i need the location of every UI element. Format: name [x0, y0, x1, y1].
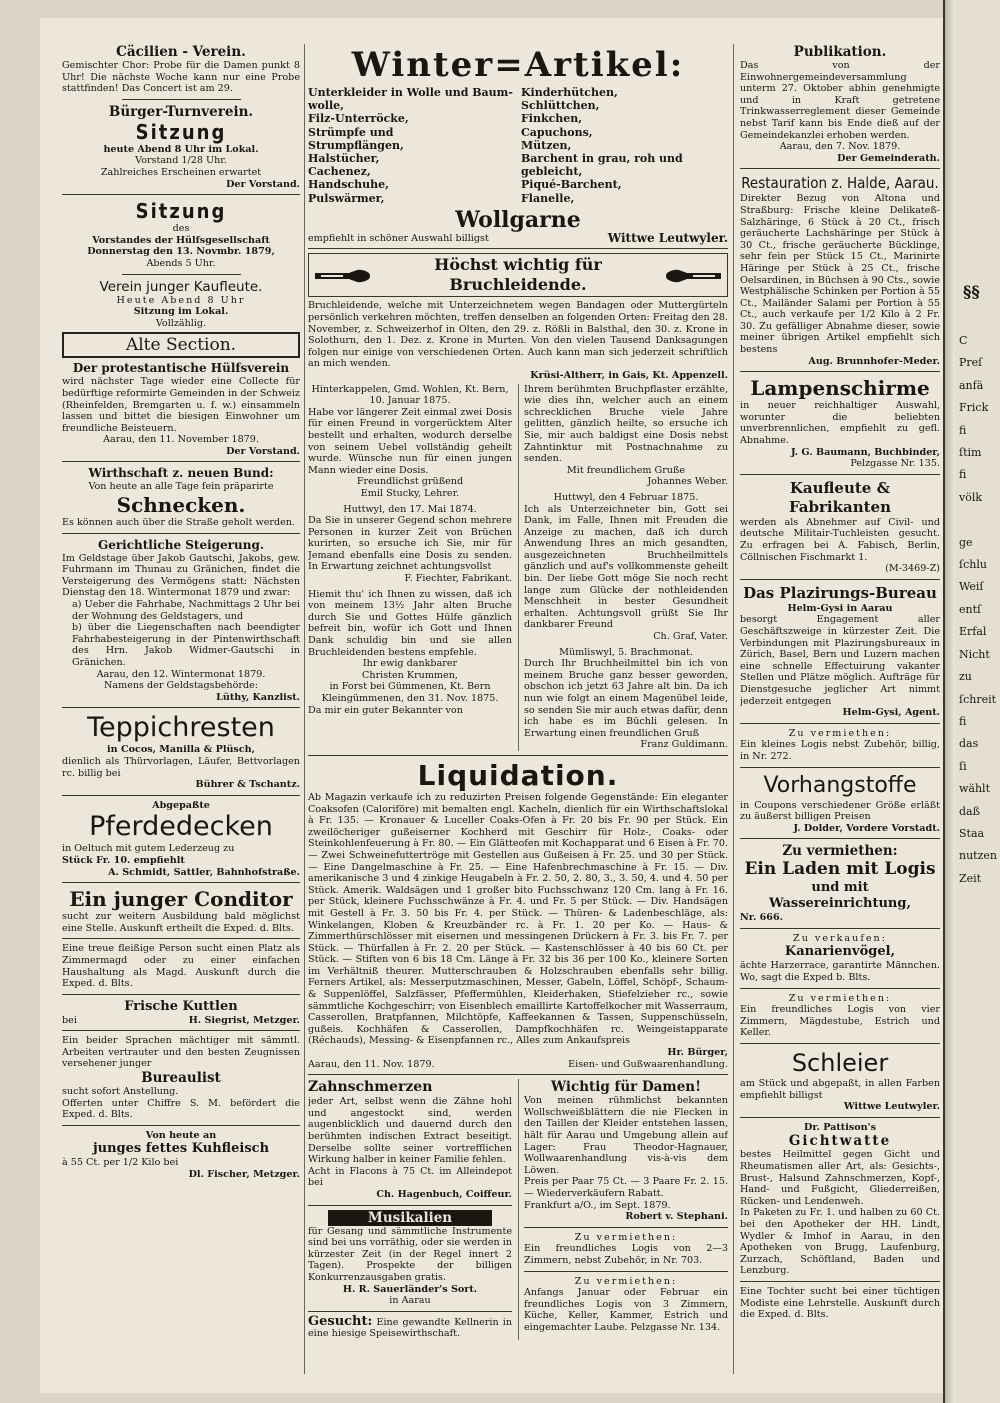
- letter-text: Da Sie in unserer Gegend schon mehrere Personen in kurzer Zeit von Brüchen kurirten, so ersuche ich Sie, mir für Jemand ebenfalls eine Dosis zu senden. In Erwartung zeichnet achtungsvollst: [308, 515, 512, 573]
- divider: [308, 755, 728, 756]
- ad-buerger-turnverein: [62, 104, 300, 190]
- adjacent-text-line: ge: [959, 535, 973, 549]
- ad-teppichresten: [62, 712, 300, 790]
- ad-text: Vorstand 1/28 Uhr.: [135, 155, 227, 167]
- ad-title: Ein junger Conditor: [69, 887, 293, 912]
- ad-signature: Hr. Bürger,: [667, 1047, 728, 1059]
- ad-text: Nr. 666.: [740, 912, 783, 924]
- divider: [308, 1311, 512, 1312]
- ad-text: Preis per Paar 75 Ct. — 3 Paare Fr. 2. 15. — Wiederverkäufern Rabatt.: [524, 1176, 728, 1199]
- ad-kaufleute-verein: [62, 279, 300, 330]
- ad-text: heute Abend 8 Uhr im Lokal.: [103, 143, 259, 155]
- ad-signature: A. Schmidt, Sattler, Bahnhofstraße.: [108, 866, 300, 878]
- ad-signature: Wittwe Leutwyler.: [843, 1101, 940, 1113]
- ad-title: Das Plazirungs-Bureau: [743, 583, 937, 602]
- adjacent-text-line: Weiſ: [959, 580, 984, 594]
- winter-item: Barchent in grau, roh und gebleicht,: [521, 152, 683, 179]
- ad-kaufleute-fabrikanten: [740, 479, 940, 575]
- winter-item: Flanelle,: [521, 191, 575, 205]
- ad-zahnschmerzen: [308, 1079, 512, 1200]
- column-center: [308, 44, 728, 1340]
- bottom-ads-right: [518, 1079, 728, 1340]
- letter-heading: Kleingümmenen, den 31. Nov. 1875.: [321, 693, 499, 705]
- ad-title: Bürger-Turnverein.: [108, 103, 254, 120]
- ad-bruchleidende: [308, 253, 728, 751]
- ad-text: Direkter Bezug von Altona und Straßburg: Frische kleine Delikateß-Salzhäringe, 6 Stück à 20 Ct., frisch geräucherte Lachshäringe per Stück à 30 Ct., frische geräucherte Bücklinge, sehr fein per Stück 15 Ct., Marinirte Häringe per Stück à 25 Ct., frische Oelsardinen, in Büchsen à 90 Cts., sowie Westphälische Schinken per Portion à 55 Ct., Mailänder Salami per Portion à 55 Ct., auch verkaufe per 1/2 Kilo à 2 Fr. 30. Zu gefälliger Abnahme dieser, sowie meiner übrigen Artikel empfiehlt sich bestens: [740, 193, 940, 356]
- ad-signature: Lüthy, Kanzlist.: [216, 691, 300, 703]
- ad-text: Ab Magazin verkaufe ich zu reduzirten Preisen folgende Gegenstände: Ein eleganter Coaksofen (Caloriföre) mit bemalten engl. Kacheln, dienlich für ein Wirthschaftslokal à Fr. 135. — Kronauer & Luceller Coaks-Ofen à Fr. 20 bis Fr. 90 per Stück. Ein zweilöcheriger gußeiserner Kochherd mit Geschirr für Holz-, Coaks- oder Steinkohlenfeuerung à Fr. 80. — Ein Glätteofen mit Kochapparat und 6 Eisen à Fr. 70. — Zwei Schweinefuttertröge mit Gestellen aus Gußeisen à Fr. 25. und 30 per Stück. — Eine Dangelmaschine à Fr. 25. — Eine Hafenbrechmaschine à Fr. 15. — Div. amerikanische 3 und 4 zinkige Heugabeln à Fr. 2. 50, 2. 80, 3., 3. 50, 4. und 4. 50 per Stück. Amerik. Waldsägen und 1 großer bito Fuchsschwanz 120 Cm. lang à Fr. 16. per Stück, kleinere Fuchsschwänze à Fr. 4. und Fr. 5 per Stück. — Div. Handsägen mit Gestell à Fr. 3. 50 bis Fr. 4. per Stück. — Thüren- & Ladenbeschläge, als: Winkelangen, Kloben & Kreuzbänder rc. à Fr. 1. 20 per Ko. — Haus- & Zimmerthürschlösser mit eisernen und messingenen Drückern à Fr. 3. bis Fr. 7. per Stück. — Thürfallen à Fr. 2. 20 per Stück. — Kastenschlösser à 40 bis 60 Ct. per Stück. — Stiften von 6 bis 18 Cm. Länge à Fr. 32 bis 36 per 100 Ko., kleinere Sorten im Verhältniß theurer. Mutterschrauben & Holzschrauben ebenfalls sehr billig. Ferners Artikel, als: Messerputzmaschinen, Messer, Gabeln, Löffel, Schöpf-, Schaum- & Suppenlöffel, Salzfässer, Pfeffermühlen, Kleiderhaken, Stiefelzieher rc., sowie sämmtliche Kochgeschirr; von Eisenblech emaillirte Kartoffelkocher mit Wasserraum, Casserollen, Bratpfannen, Milchtöpfe, Kaffeekannen & Tassen, Suppenschüsseln, gußeis. Kochhäfen & Casserollen, Dampfkochhäfen rc. Weingeistapparate (Réchauds), Messing- & Eisenpfannen rc., Alles zum Ankaufspreis: [308, 791, 728, 1047]
- divider: [62, 194, 300, 195]
- letter-text: Durch Ihr Bruchheilmittel bin ich von meinem Bruche ganz besser geworden, obschon ich jetzt 63 Jahre alt bin. Da ich nun wie folgt an einem Magenübel leide, so senden Sie mir auch etwas dafür, denn ich habe es im Büchli gelesen. In Erwartung einen freundlichen Gruß: [524, 658, 728, 739]
- divider: [62, 707, 300, 708]
- ad-title: Zu vermiethen:: [788, 727, 892, 739]
- ad-vermiethen-logis: [740, 993, 940, 1039]
- ad-text: Im Geldstage über Jakob Gautschi, Jakobs, gew. Fuhrmann im Thunau zu Gränichen, findet die Versteigerung des Vermögens statt: Nächsten Dienstag den 18. Wintermonat 1879 und zwar:: [62, 552, 300, 599]
- ad-title: Cäcilien - Verein.: [116, 44, 246, 60]
- divider: [740, 371, 940, 372]
- ad-huelfsgesellschaft: [62, 199, 300, 269]
- ad-title: Gerichtliche Steigerung.: [97, 537, 265, 552]
- adjacent-text-line: anfä: [959, 378, 984, 392]
- divider: [62, 1125, 300, 1126]
- ad-pferdedecken: [62, 800, 300, 878]
- divider: [740, 767, 940, 768]
- ad-text: des: [172, 223, 190, 235]
- ad-restauration: [740, 173, 940, 367]
- ad-text: Bruchleidende, welche mit Unterzeichnetem wegen Bandagen oder Muttergürteln persönlich verkehren möchten, treffen denselben an folgenden Orten: Freitag den 28. November, z. Schweizerhof in Olten, den 29. z. Rößli in Balsthal, den 30. z. Krone in Solothurn, den 1. Dez. z. Krone in Murten. Von den vielen Tausend Danksagungen folgen nur einige von verschiedenen Orten. Auch kann man sich jederzeit schriftlich an mich wenden.: [308, 300, 728, 370]
- ad-text: sucht zur weitern Ausbildung bald möglichst eine Stelle. Auskunft ertheilt die Exped. d. Blts.: [62, 911, 300, 934]
- ad-text: für Gesang und sämmtliche Instrumente sind bei uns vorräthig, oder sie werden in kürzester Zeit (in der Regel innert 2 Tagen). Prospekte der billigen Konkurrenzausgaben gratis.: [308, 1225, 512, 1283]
- letter-signature: Johannes Weber.: [647, 476, 728, 488]
- ad-musikalien: [308, 1210, 512, 1307]
- winter-item: wolle,: [308, 99, 344, 113]
- ad-date: Aarau, den 7. Nov. 1879.: [779, 141, 901, 153]
- letter-signature: in Forst bei Gümmenen, Kt. Bern: [329, 681, 491, 693]
- adjacent-text-line: daß: [959, 804, 980, 818]
- item-list-left: [308, 86, 515, 205]
- ad-title: Gichtwatte: [788, 1133, 892, 1150]
- winter-item: Handschuhe,: [308, 178, 389, 192]
- pointing-hand-icon: [313, 265, 373, 286]
- ad-vermiethen-272: [740, 728, 940, 763]
- letter-text: Hiemit thu' ich Ihnen zu wissen, daß ich von meinem 13½ Jahr alten Bruche durch Sie und Gottes Hülfe gänzlich befreit bin, wofür ich Gott und Ihnen Dank schuldig bin und sie allen Bruchleidenden bestens empfehle.: [308, 588, 512, 658]
- letter-heading: Huttwyl, den 4 Februar 1875.: [553, 491, 699, 503]
- ad-text: bestes Heilmittel gegen Gicht und Rheumatismen aller Art, als: Gesichts-, Brust-, Halsund Zahnschmerzen, Kopf-, Hand- und Fußgicht, Gliederreißen, Rücken- und Lendenweh.: [740, 1149, 940, 1207]
- ad-text: werden als Abnehmer auf Civil- und deutsche Militair-Tuchleisten gesucht. Zu erfragen bei A. Fabisch, Berlin, Cöllnischen Fischmarkt 1.: [740, 516, 940, 563]
- adjacent-text-line: fi: [959, 714, 967, 728]
- ad-text: Eine Tochter sucht bei einer tüchtigen Modiste eine Lehrstelle. Auskunft durch die Exped. d. Blts.: [740, 1285, 940, 1321]
- adjacent-text-fragments: [959, 330, 997, 890]
- divider: [62, 533, 300, 534]
- ad-title: Liquidation.: [417, 758, 619, 792]
- ad-text: à 55 Ct. per 1/2 Kilo bei: [62, 1157, 179, 1169]
- ad-signature: J. G. Baumann, Buchbinder,: [790, 446, 940, 458]
- ad-title: Frische Kuttlen: [124, 998, 238, 1014]
- divider: [122, 99, 241, 100]
- winter-item: Pulswärmer,: [308, 191, 385, 205]
- ad-signature: Ch. Hagenbuch, Coiffeur.: [376, 1188, 512, 1200]
- divider: [740, 1117, 940, 1118]
- column-right: [740, 44, 940, 1321]
- ad-title: Teppichresten: [87, 712, 275, 744]
- divider: [740, 988, 940, 989]
- divider: [740, 928, 940, 929]
- ad-text: (M-3469-Z): [885, 563, 940, 575]
- ad-protestant-huelfsverein: [62, 361, 300, 457]
- ad-text: Anfangs Januar oder Februar ein freundliches Logis von 3 Zimmern, Küche, Keller, Kammer, Estrich und eingemachter Laube. Pelzgasse Nr. 134.: [524, 1287, 728, 1333]
- ad-text: Stück Fr. 10. empfiehlt: [62, 854, 185, 866]
- ad-text: dienlich als Thürvorlagen, Läufer, Bettvorlagen rc. billig bei: [62, 755, 300, 779]
- adjacent-text-line: ſchreit: [959, 692, 997, 706]
- ad-text: In Paketen zu Fr. 1. und halben zu 60 Ct. bei den Apotheker der HH. Lindt, Wydler & Imhof in Aarau, in den Apotheken von Brugg, Laufenburg, Zurzach, Schöftland, Baden und Lenzburg.: [740, 1207, 940, 1277]
- adjacent-text-line: Erfal: [959, 625, 987, 639]
- ad-liquidation: [308, 760, 728, 1070]
- ad-signature: Der Gemeinderath.: [837, 152, 940, 164]
- divider: [740, 168, 940, 169]
- ad-text: Von meinen rühmlichst bekannten Wollschweißblättern die nie Flecken in den Taillen der Kleider entstehen lassen, hält für Aarau und Umgebung allein auf Lager: Frau Theodor-Hagnauer, Wollwaarenhandlung vis-à-vis dem Löwen.: [524, 1095, 728, 1176]
- adjacent-text-line: zu: [959, 670, 972, 684]
- adjacent-text-line: Nicht: [959, 647, 990, 661]
- bottom-ads: [308, 1079, 728, 1340]
- divider: [308, 1205, 512, 1206]
- ad-title: Der protestantische Hülfsverein: [72, 361, 290, 376]
- ad-gesucht: [308, 1313, 512, 1340]
- ad-text: Das von der Einwohnergemeindeversammlung unterm 27. Oktober abhin genehmigte und in Kraft getretene Trinkwasserreglement dieser Gemeinde nebst Tarif kann bis Ende dieß auf der Gemeindekanzlei erhoben werden.: [740, 60, 940, 141]
- ad-signature: Robert v. Stephani.: [625, 1211, 728, 1223]
- divider: [740, 723, 940, 724]
- ad-kuttlen: [62, 999, 300, 1027]
- adjacent-text-line: [959, 509, 997, 531]
- letter-heading: Huttwyl, den 17. Mai 1874.: [343, 503, 477, 515]
- divider: [524, 1271, 728, 1272]
- letter-text: Mit freundlichem Gruße: [566, 464, 686, 476]
- ad-caecilien: [62, 44, 300, 95]
- winter-item: Strumpflängen,: [308, 138, 404, 152]
- ad-signature: Helm-Gysi, Agent.: [842, 707, 940, 719]
- page-fold: [943, 0, 955, 1403]
- ad-text: Offerten unter Chiffre S. M. befördert die Exped. d. Blts.: [62, 1097, 300, 1121]
- ad-heading: Sitzung: [135, 199, 227, 224]
- ad-text: a) Ueber die Fahrhabe, Nachmittags 2 Uhr bei der Wohnung des Geldstagers, und: [72, 599, 300, 622]
- ad-title: Vorhangstoffe: [763, 772, 917, 798]
- testimonials-left: [308, 384, 512, 751]
- ad-title: Kaufleute & Fabrikanten: [788, 478, 892, 516]
- ad-text: Eine gewandte Kellnerin in eine hiesige Speisewirthschaft.: [308, 1316, 512, 1340]
- ad-title: Wichtig für Damen!: [550, 1079, 702, 1096]
- ad-vorhangstoffe: [740, 772, 940, 835]
- ad-text: Abgepaßte: [152, 799, 210, 811]
- adjacent-text-line: Frick: [959, 401, 989, 415]
- ad-text: b) über die Liegenschaften nach beendigter Fahrhabesteigerung in der Pintenwirthschaft des Hrn. Jakob Widmer-Gautschi in Gränichen.: [72, 622, 300, 668]
- winter-item: Filz-Unterröcke,: [308, 112, 409, 126]
- ad-title: Bureaulist: [141, 1070, 221, 1087]
- adjacent-page-edge: [943, 0, 1000, 1403]
- divider: [62, 461, 300, 462]
- ad-text: Ein beider Sprachen mächtiger mit sämmtl. Arbeiten vertrauter und den besten Zeugnissen versehener junger: [62, 1035, 300, 1070]
- ad-heading: Wollgarne: [455, 206, 581, 233]
- ad-bureaulist: [62, 1035, 300, 1121]
- ad-signature: Der Vorstand.: [226, 445, 300, 457]
- ad-signature: Der Vorstand.: [226, 178, 300, 190]
- adjacent-text-line: ſi: [959, 759, 967, 773]
- ad-text: Heute Abend 8 Uhr: [116, 294, 246, 306]
- adjacent-text-line: das: [959, 737, 979, 751]
- ad-text: Donnerstag den 13. Novmbr. 1879,: [87, 246, 275, 258]
- ad-text: Ein kleines Logis nebst Zubehör, billig, in Nr. 272.: [740, 739, 940, 762]
- ad-title: Zu vermiethen:: [574, 1231, 678, 1243]
- ad-text: in Oeltuch mit gutem Lederzeug zu: [62, 843, 235, 855]
- ad-title: Höchst wichtig für Bruchleidende.: [434, 255, 602, 295]
- ad-steigerung: [62, 538, 300, 704]
- divider: [62, 882, 300, 883]
- divider: [740, 838, 940, 839]
- ad-conditor: [62, 887, 300, 934]
- column-rule: [304, 44, 305, 1374]
- ad-title: Lampenschirme: [750, 376, 930, 401]
- ad-text: Es können auch über die Straße geholt werden.: [62, 517, 296, 529]
- ad-heading: und mit Wassereinrichtung,: [769, 880, 911, 912]
- letter-text: Habe vor längerer Zeit einmal zwei Dosis für einen Freund in vorgerücktem Alter bestellt und erhalten, wodurch derselbe von seinem Uebel vollständig geheilt wurde. Wünsche nun für einen jungen Mann wieder eine Dosis.: [308, 406, 512, 476]
- ad-text: Abends 5 Uhr.: [146, 257, 216, 269]
- ad-heading: Ein Laden mit Logis: [744, 859, 936, 880]
- divider: [62, 938, 300, 939]
- ad-text: in neuer reichhaltiger Auswahl, worunter die beliebten unverbrennlichen, empfiehlt zu gefl. Abnahme.: [740, 400, 940, 447]
- adjacent-text-line: ſchlu: [959, 558, 987, 572]
- ad-signature: Eisen- und Gußwaarenhandlung.: [568, 1058, 728, 1070]
- ad-heading: Kanarienvögel,: [784, 944, 896, 960]
- ad-signature: Aug. Brunnhofer-Meder.: [808, 355, 940, 367]
- section-mark: §§: [963, 282, 980, 301]
- letter-signature: Emil Stucky, Lehrer.: [360, 487, 460, 499]
- divider: [740, 579, 940, 580]
- winter-item: Kinderhütchen,: [521, 86, 618, 99]
- letter-signature: Franz Guldimann.: [640, 739, 728, 751]
- ad-text: in Cocos, Manilla & Plüsch,: [106, 744, 255, 756]
- adjacent-text-line: Staa: [959, 826, 985, 840]
- ad-text: empfiehlt in schöner Auswahl billigst: [308, 232, 489, 244]
- letter-signature: Ch. Graf, Vater.: [653, 631, 728, 643]
- adjacent-text-line: C: [959, 334, 968, 347]
- divider: [62, 1030, 300, 1031]
- divider: [308, 248, 728, 249]
- ad-text: besorgt Engagement aller Geschäftszweige in kürzester Zeit. Die Verbindungen mit Plazirungsbureaux in Zürich, Basel, Bern und Luzern machen eine schnelle Effectuirung vakanter Stellen und Plätze möglich. Aufträge für Dienstgesuche jeglicher Art nimmt jederzeit entgegen: [740, 614, 940, 707]
- newspaper-page: [40, 18, 945, 1393]
- ad-text: am Stück und abgepaßt, in allen Farben empfiehlt billigst: [740, 1078, 940, 1101]
- divider: [740, 1043, 940, 1044]
- ad-date: Frankfurt a/O., im Sept. 1879.: [524, 1199, 671, 1211]
- divider: [524, 1227, 728, 1228]
- ad-vermiethen-134: [524, 1276, 728, 1334]
- ad-text: ächte Harzerrace, garantirte Männchen. Wo, sagt die Exped b. Blts.: [740, 960, 940, 984]
- item-list-right: [521, 86, 728, 205]
- winter-item: Strümpfe und: [308, 125, 394, 139]
- ad-text: Vorstandes der Hülfsgesellschaft: [92, 234, 270, 246]
- ad-signature: Wittwe Leutwyler.: [607, 230, 728, 245]
- column-rule: [733, 44, 734, 1374]
- ad-heading: Schnecken.: [116, 493, 246, 518]
- ad-text: Ein freundliches Logis von vier Zimmern, Mägdestube, Estrich und Keller.: [740, 1004, 940, 1039]
- ad-text: Dr. Pattison's: [804, 1121, 876, 1133]
- ad-heading: Sitzung: [135, 119, 227, 144]
- ad-date: Aarau, den 11. Nov. 1879.: [308, 1058, 435, 1070]
- ad-title: Verein junger Kaufleute.: [99, 278, 263, 295]
- ad-title: Restauration z. Halde, Aarau.: [741, 174, 939, 193]
- winter-item: Finkchen,: [521, 112, 583, 126]
- testimonials-right: [518, 384, 728, 751]
- ad-title-banner: [308, 253, 728, 297]
- adjacent-text-line: völk: [959, 490, 983, 504]
- ad-vermiethen-703: [524, 1232, 728, 1267]
- ad-text: Gemischter Chor: Probe für die Damen punkt 8 Uhr! Die nächste Woche kann nur eine Probe stattfinden! Das Concert ist am 29.: [62, 60, 300, 95]
- divider: [62, 994, 300, 995]
- ad-title: Zu vermiethen:: [574, 1275, 678, 1287]
- ad-signature: Bührer & Tschantz.: [195, 779, 300, 791]
- ad-date: Aarau, den 12. Wintermonat 1879.: [96, 668, 266, 680]
- ad-text: Zahlreiches Erscheinen erwartet: [100, 166, 262, 178]
- ad-title: junges fettes Kuhfleisch: [92, 1141, 270, 1157]
- ad-title: Pferdedecken: [89, 811, 273, 843]
- pointing-hand-icon: [663, 265, 723, 286]
- ad-signature: Dl. Fischer, Metzger.: [188, 1169, 300, 1181]
- ad-winter-artikel: [308, 44, 728, 244]
- ad-kuhfleisch: [62, 1130, 300, 1181]
- ad-laden: [740, 843, 940, 924]
- ad-damen: [524, 1079, 728, 1223]
- adjacent-text-line: entſ: [959, 602, 982, 616]
- divider: [62, 795, 300, 796]
- ad-text: bei: [62, 1014, 77, 1026]
- letter-heading: Mümliswyl, 5. Brachmonat.: [559, 646, 693, 658]
- ad-date: Aarau, den 11. November 1879.: [103, 434, 259, 446]
- letter-signature: F. Fiechter, Fabrikant.: [404, 573, 512, 585]
- ad-text: Sitzung im Lokal.: [133, 306, 229, 318]
- ad-title: Alte Section.: [125, 335, 237, 356]
- ad-text: jeder Art, selbst wenn die Zähne hohl und angestockt sind, werden augenblicklich und dauernd durch den berühmten indischen Extract beseitigt. Derselbe sollte seiner vortrefflichen Wirkung halber in keiner Familie fehlen.: [308, 1096, 512, 1166]
- divider: [122, 274, 241, 275]
- adjacent-text-line: fi: [959, 423, 967, 437]
- letter-text: Ihr ewig dankbarer: [362, 658, 458, 670]
- ad-text: Pelzgasse Nr. 135.: [850, 458, 940, 470]
- winter-item: Halstücher,: [308, 152, 380, 166]
- ad-title: Zu vermiethen:: [782, 843, 898, 860]
- adjacent-text-line: wählt: [959, 782, 990, 796]
- bottom-ads-left: [308, 1079, 512, 1340]
- ad-wirthschaft: [62, 466, 300, 528]
- ad-signature: H. R. Sauerländer's Sort.: [342, 1283, 478, 1295]
- ad-signature: Krüsi-Altherr, in Gais, Kt. Appenzell.: [530, 369, 728, 381]
- winter-item: Schlüttchen,: [521, 99, 600, 113]
- ad-text: Acht in Flacons à 75 Ct. im Alleindepot bei: [308, 1165, 512, 1189]
- ad-signature: H. Siegrist, Metzger.: [188, 1014, 300, 1026]
- ad-text: Vollzählig.: [155, 317, 207, 329]
- adjacent-text-line: fi: [959, 468, 967, 482]
- ad-text: in Coupons verschiedener Größe erläßt zu äußerst billigen Preisen: [740, 799, 940, 823]
- divider: [308, 1074, 728, 1075]
- column-left: [62, 44, 300, 1181]
- letter-heading: Hinterkappelen, Gmd. Wohlen, Kt. Bern, 10. Januar 1875.: [311, 383, 509, 407]
- winter-item: Mützen,: [521, 138, 572, 152]
- ad-signature: J. Dolder, Vordere Vorstadt.: [793, 822, 940, 834]
- ad-text: Von heute an alle Tage fein präparirte: [88, 481, 274, 493]
- letter-text: Freundlichst grüßend: [356, 476, 464, 488]
- ad-person: [62, 943, 300, 989]
- ad-title: Gesucht:: [308, 1313, 373, 1329]
- ad-title: Zu vermiethen:: [788, 992, 892, 1004]
- adjacent-text-line: nutzen: [959, 849, 997, 863]
- ad-gichtwatte: [740, 1122, 940, 1277]
- ad-text: sucht sofort Anstellung.: [62, 1086, 179, 1098]
- adjacent-text-line: Zeit: [959, 871, 982, 885]
- ad-text: Namens der Geldstagsbehörde:: [103, 680, 259, 692]
- adjacent-text-line: Preſ: [959, 356, 983, 370]
- ad-lampenschirme: [740, 376, 940, 470]
- ad-title: Wirthschaft z. neuen Bund:: [88, 466, 274, 481]
- letter-text: Ich als Unterzeichneter bin, Gott sei Dank, im Falle, Ihnen mit Freuden die Anzeige zu machen, daß ich durch Anwendung Ihres an mich gesandten, ausgezeichneten Bruchheilmittels gänzlich und auf's vollkommenste geheilt bin. Der liebe Gott möge Sie noch recht lange zum Glücke der nothleidenden Menschheit in bester Gesundheit erhalten. Achtungsvoll grüßt Sie Ihr dankbarer Freund: [524, 503, 728, 631]
- ad-modiste: [740, 1286, 940, 1321]
- divider: [740, 474, 940, 475]
- ad-title: Publikation.: [793, 44, 887, 60]
- ad-text: wird nächster Tage wieder eine Collecte für bedürftige reformirte Gemeinden in der Schweiz (Rheinfelden, Bremgarten u. f. w.) einsammeln lassen und bittet die biesigen Einwohner um freundliche Beisteuern.: [62, 376, 300, 434]
- ad-text: Ein freundliches Logis von 2—3 Zimmern, nebst Zubehör, in Nr. 703.: [524, 1243, 728, 1266]
- ad-title: Zu verkaufen:: [793, 932, 887, 944]
- letter-signature: Christen Krummen,: [362, 669, 458, 681]
- ad-title: Zahnschmerzen: [308, 1079, 433, 1096]
- ad-schleier: [740, 1048, 940, 1113]
- ad-text: in Aarau: [389, 1295, 431, 1307]
- letter-text: Da mir ein guter Bekannter von: [308, 704, 463, 716]
- ad-title: Schleier: [791, 1049, 889, 1078]
- divider: [740, 1281, 940, 1282]
- ad-text: Von heute an: [145, 1129, 217, 1141]
- adjacent-text-line: ſtim: [959, 446, 982, 460]
- ad-alte-section: [62, 332, 300, 358]
- letter-text: Ihrem berühmten Bruchpflaster erzählte, wie dies ihn, welcher auch an einem schrecklichen Bruche viele Jahre gelitten, gänzlich heilte, so ersuche ich Sie, mir auch baldigst eine Dosis nebst Zahntinktur mit Postnachnahme zu senden.: [524, 383, 728, 465]
- ad-kanarienvoegel: [740, 933, 940, 984]
- ad-title: Musikalien: [328, 1210, 492, 1226]
- winter-item: Cachenez,: [308, 165, 371, 179]
- ad-text: Helm-Gysi in Aarau: [787, 602, 893, 614]
- winter-item: Piqué-Barchent,: [521, 178, 622, 192]
- winter-item: Unterkleider in Wolle und Baum-: [308, 86, 513, 99]
- ad-publikation: [740, 44, 940, 164]
- ad-plazirungs-bureau: [740, 584, 940, 719]
- ad-title: Winter=Artikel:: [351, 45, 685, 85]
- ad-text: Eine treue fleißige Person sucht einen Platz als Zimmermagd oder zu einer einfachen Haushaltung als Magd. Auskunft durch die Exped. d. Blts.: [62, 943, 300, 990]
- winter-item: Capuchons,: [521, 125, 593, 139]
